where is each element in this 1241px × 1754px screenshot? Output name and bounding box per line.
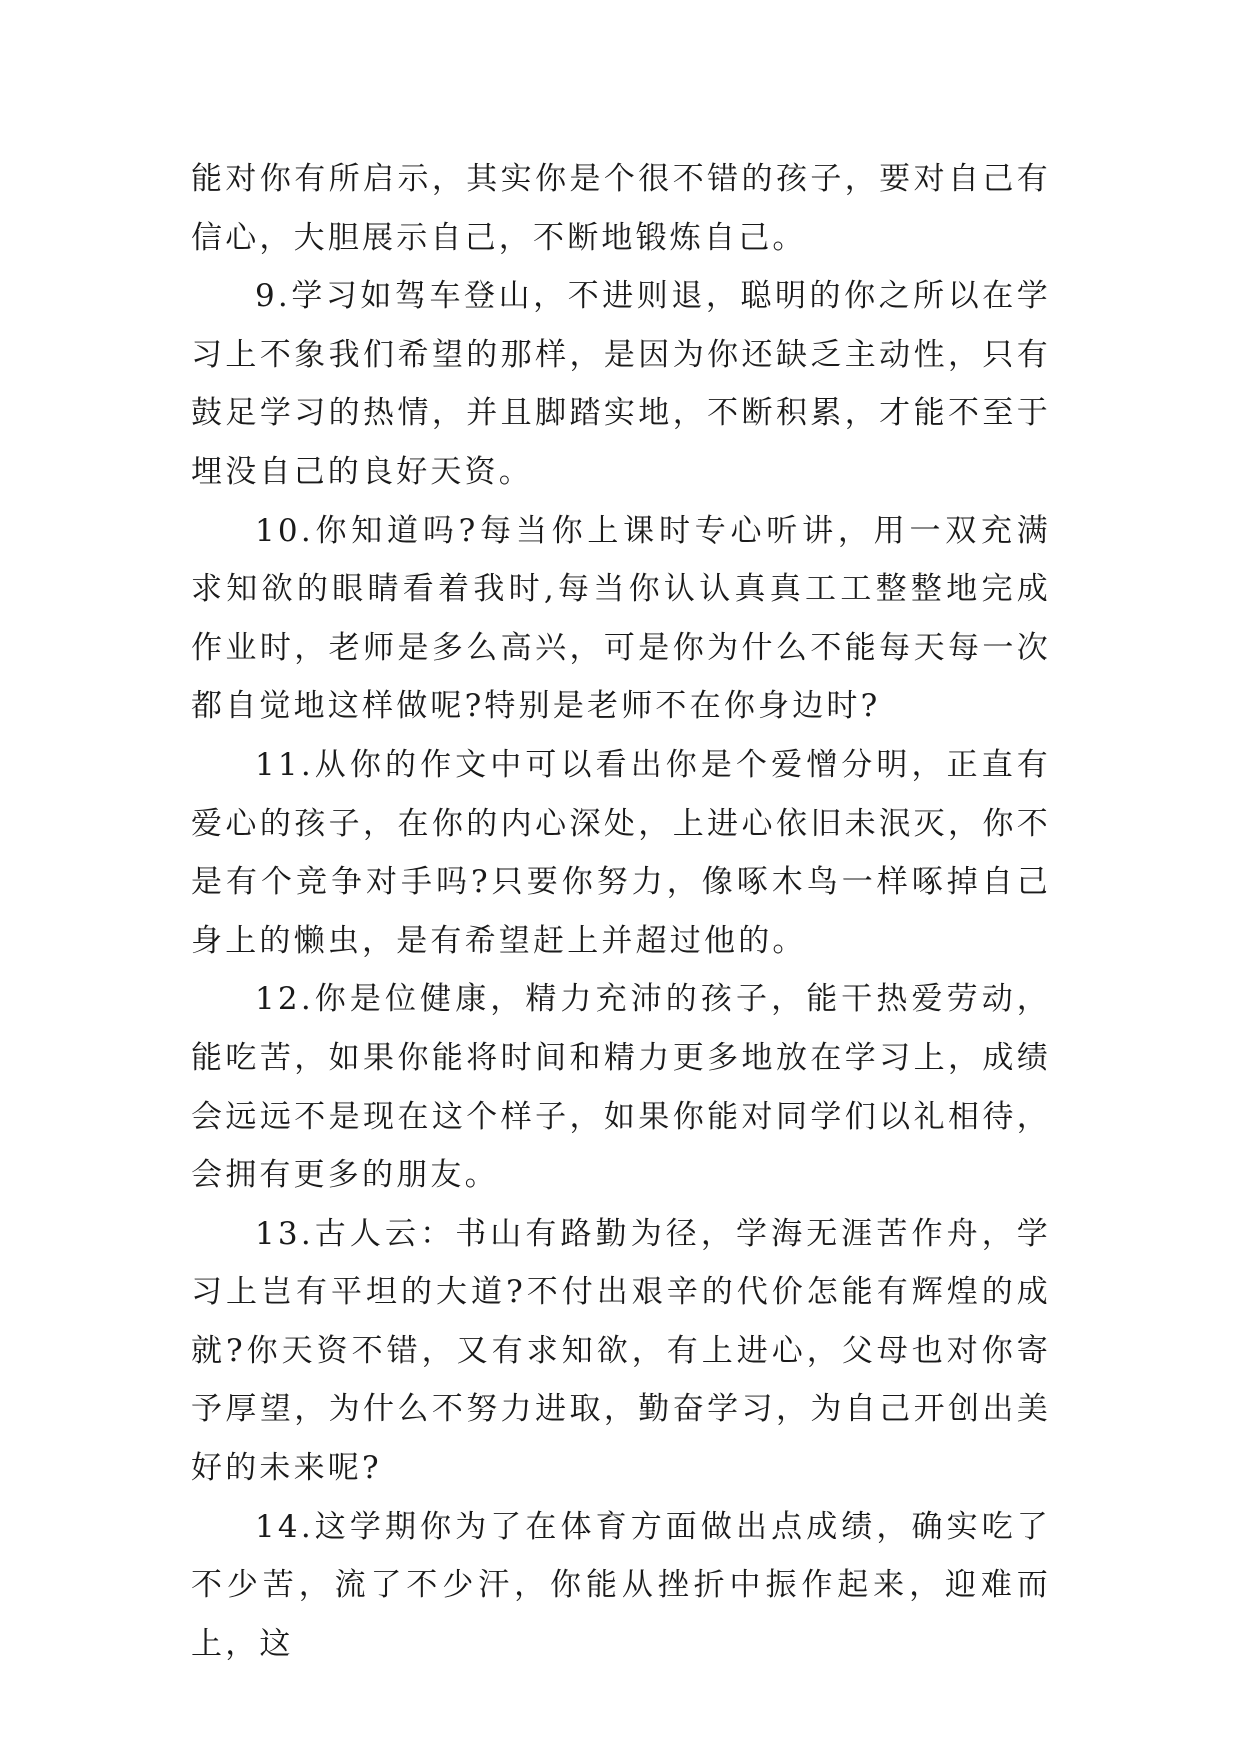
paragraph-9: 9.学习如驾车登山，不进则退，聪明的你之所以在学习上不象我们希望的那样，是因为你还缺乏主动性，只有鼓足学习的热情，并且脚踏实地，不断积累，才能不至于埋没自己的良好天资。 (191, 278, 1051, 490)
paragraph-11: 11.从你的作文中可以看出你是个爱憎分明，正直有爱心的孩子，在你的内心深处，上进心依旧未泯灭，你不是有个竞争对手吗?只要你努力，像啄木鸟一样啄掉自己身上的懒虫，是有希望赶上并超过他的。 (191, 746, 1051, 959)
paragraph-13: 13.古人云：书山有路勤为径，学海无涯苦作舟，学习上岂有平坦的大道?不付出艰辛的代价怎能有辉煌的成就?你天资不错，又有求知欲，有上进心，父母也对你寄予厚望，为什么不努力进取，勤奋学习，为自己开创出美好的未来呢? (191, 1215, 1051, 1487)
paragraph-14: 14.这学期你为了在体育方面做出点成绩，确实吃了不少苦，流了不少汗，你能从挫折中振作起来，迎难而上，这 (191, 1508, 1051, 1662)
paragraph-12: 12.你是位健康，精力充沛的孩子，能干热爱劳动，能吃苦，如果你能将时间和精力更多地放在学习上，成绩会远远不是现在这个样子，如果你能对同学们以礼相待，会拥有更多的朋友。 (191, 981, 1051, 1194)
document-body (191, 150, 1051, 1673)
paragraph-8-continued: 能对你有所启示，其实你是个很不错的孩子，要对自己有信心，大胆展示自己，不断地锻炼自己。 (191, 161, 1051, 256)
paragraph-10: 10.你知道吗?每当你上课时专心听讲，用一双充满求知欲的眼睛看着我时,每当你认认真真工工整整地完成作业时，老师是多么高兴，可是你为什么不能每天每一次都自觉地这样做呢?特别是老师不在你身边时? (191, 512, 1051, 725)
